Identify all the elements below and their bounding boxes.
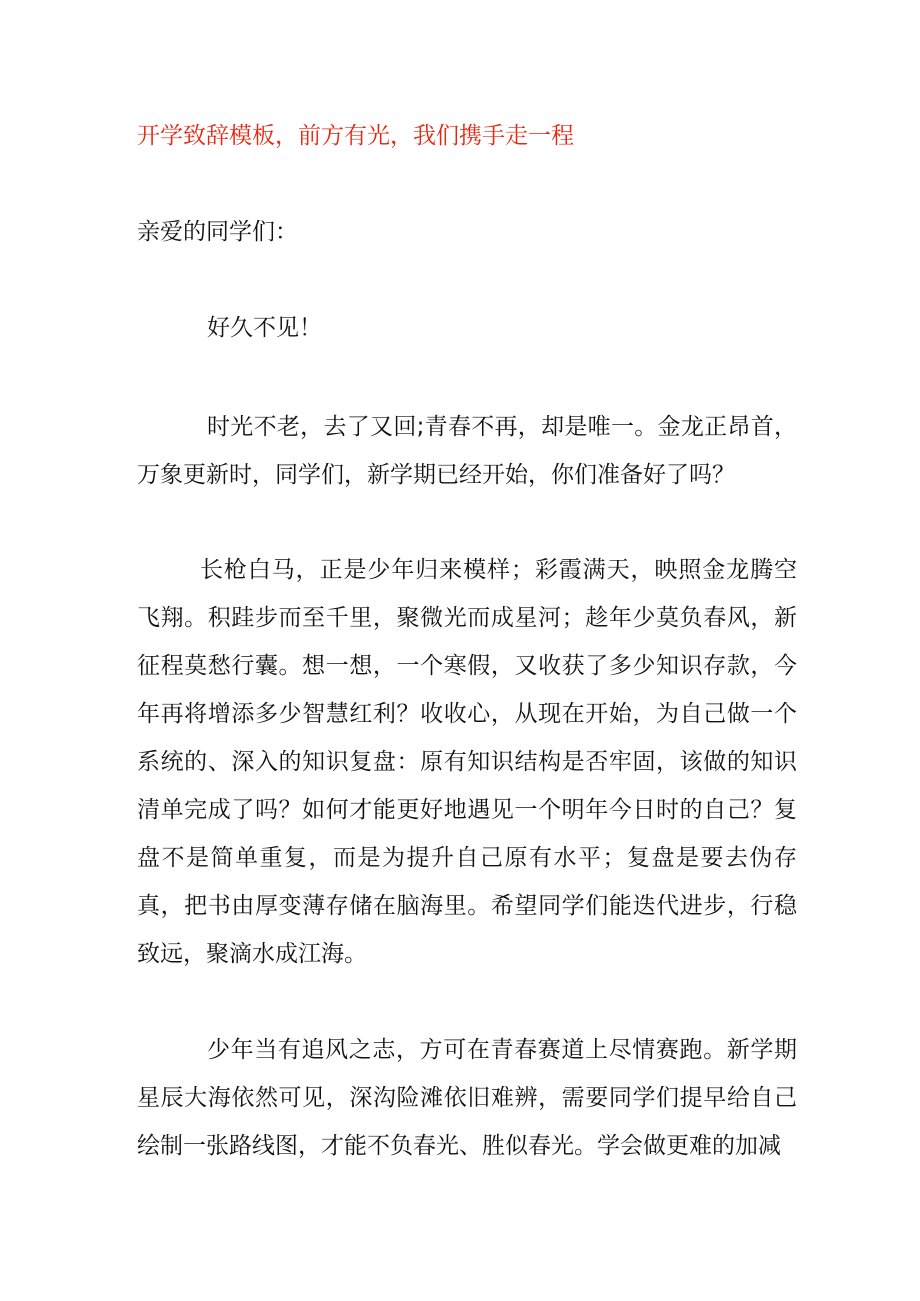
paragraph-2: 时光不老，去了又回;青春不再，却是唯一。金龙正昂首，万象更新时，同学们，新学期已经开始，你们准备好了吗？	[137, 414, 797, 488]
paragraph-4: 少年当有追风之志，方可在青春赛道上尽情赛跑。新学期星辰大海依然可见，深沟险滩依旧难辨，需要同学们提早给自己绘制一张路线图，才能不负春光、胜似春光。学会做更难的加减	[137, 1037, 797, 1159]
greeting-line: 亲爱的同学们：	[137, 219, 298, 245]
paragraph-1: 好久不见！	[207, 315, 322, 341]
document-title: 开学致辞模板，前方有光，我们携手走一程	[137, 123, 574, 149]
paragraph-3: 长枪白马，正是少年归来模样；彩霞满天，映照金龙腾空飞翔。积跬步而至千里，聚微光而成星河；趁年少莫负春风，新征程莫愁行囊。想一想，一个寒假，又收获了多少知识存款，今年再将增添多少智慧红利？收收心，从现在开始，为自己做一个系统的、深入的知识复盘：原有知识结构是否牢固，该做的知识清单完成了吗？如何才能更好地遇见一个明年今日时的自己？复盘不是简单重复，而是为提升自己原有水平；复盘是要去伪存真，把书由厚变薄存储在脑海里。希望同学们能迭代进步，行稳致远，聚滴水成江海。	[137, 557, 797, 967]
